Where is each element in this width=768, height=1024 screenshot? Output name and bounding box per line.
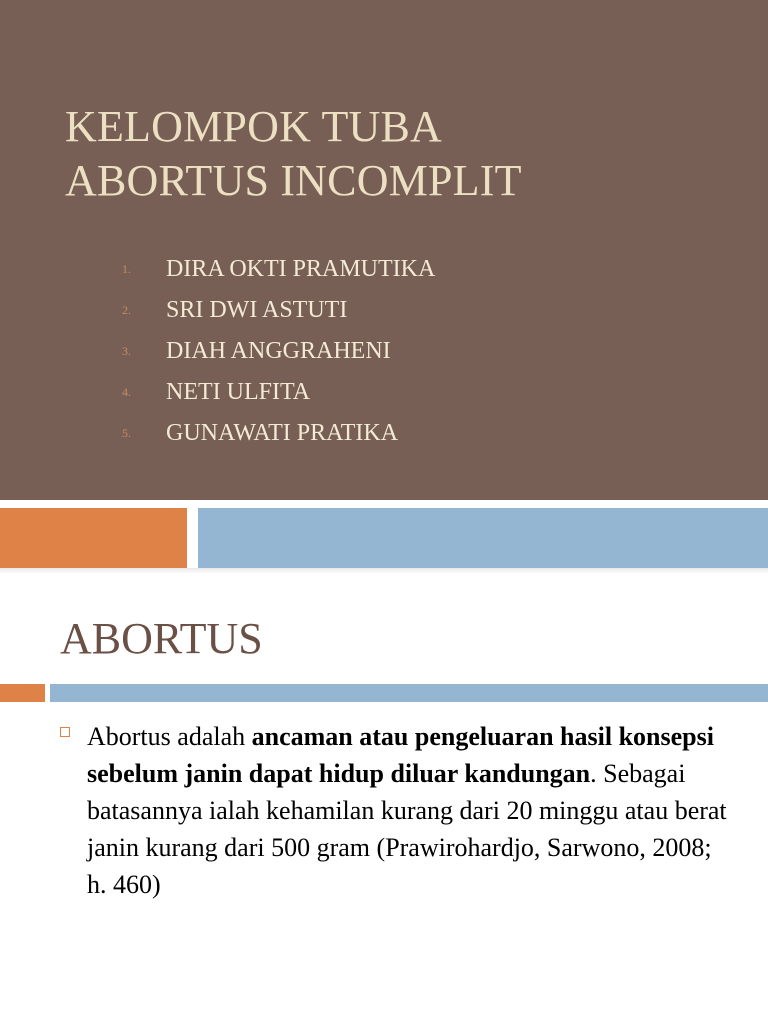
square-bullet-icon <box>60 727 70 737</box>
section-heading: ABORTUS <box>60 614 263 663</box>
member-number: 3. <box>122 344 131 358</box>
member-item <box>122 373 435 414</box>
slide-divider <box>0 568 768 574</box>
title-slide <box>0 0 768 500</box>
orange-accent-bar <box>0 508 187 568</box>
slide-title-line1: KELOMPOK TUBA <box>65 102 443 151</box>
orange-accent-bar-small <box>0 684 45 702</box>
member-item <box>122 250 435 291</box>
member-number: 5. <box>122 426 131 440</box>
member-name: DIRA OKTI PRAMUTIKA <box>166 256 436 282</box>
slide-title-line2: ABORTUS INCOMPLIT <box>65 156 522 205</box>
blue-accent-bar <box>198 508 768 568</box>
bullet-text <box>87 718 737 903</box>
member-name: SRI DWI ASTUTI <box>166 297 348 323</box>
member-item <box>122 414 435 455</box>
member-item <box>122 332 435 373</box>
bullet-text-bold: ancaman atau pengeluaran hasil konsepsi sebelum janin dapat hidup diluar kandungan <box>87 722 714 788</box>
member-name: GUNAWATI PRATIKA <box>166 420 399 446</box>
bullet-text-part1: Abortus adalah <box>87 722 252 751</box>
member-name: DIAH ANGGRAHENI <box>166 338 391 364</box>
member-number: 4. <box>122 385 131 399</box>
bullet-text-part2: . Sebagai batasannya ialah kehamilan kurang dari 20 minggu atau berat janin kurang dari 500 gram (Prawirohardjo, Sarwono, 2008; h. 460) <box>87 759 727 899</box>
member-item <box>122 291 435 332</box>
member-number: 2. <box>122 303 131 317</box>
member-name: NETI ULFITA <box>166 379 311 405</box>
blue-accent-bar-small <box>50 684 768 702</box>
member-number: 1. <box>122 262 131 276</box>
slide-title <box>65 100 522 208</box>
member-list <box>122 250 435 455</box>
